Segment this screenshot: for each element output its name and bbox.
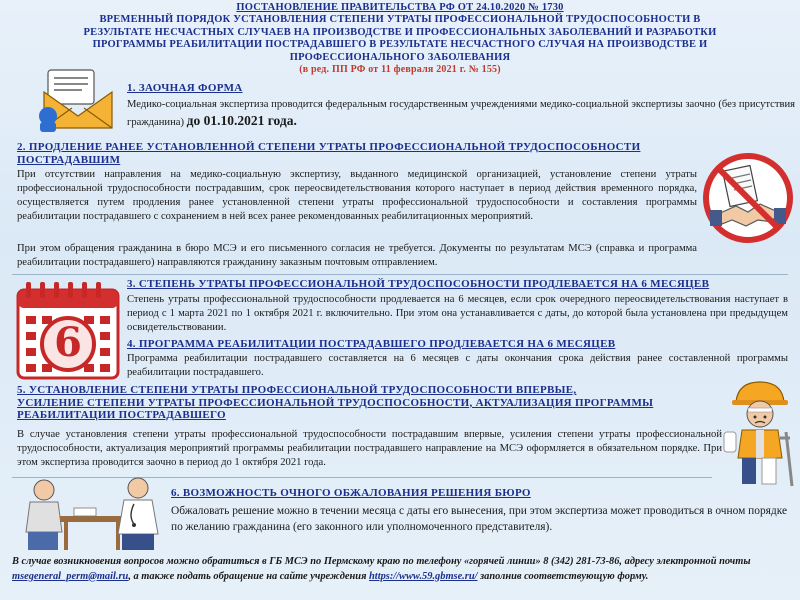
edition-note: (в ред. ПП РФ от 11 февраля 2021 г. № 155) <box>299 64 501 76</box>
document-header <box>40 2 760 76</box>
header-line-5: ПРОФЕССИОНАЛЬНОГО ЗАБОЛЕВАНИЯ <box>289 51 511 63</box>
website-link[interactable]: https://www.59.gbmse.ru/ <box>369 570 478 582</box>
section-6-text: Обжаловать решение можно в течении месяца с даты его вынесения, при этом экспертиза может проводиться в очном порядке по желанию гражданина (его законного или уполномоченного представителя). <box>171 505 787 533</box>
calendar-number: 6 <box>54 319 82 366</box>
injured-worker-icon <box>722 376 796 488</box>
header-line-4: ПРОГРАММЫ РЕАБИЛИТАЦИИ ПОСТРАДАВШЕГО В РЕЗУЛЬТАТЕ НЕСЧАСТНОГО СЛУЧАЯ НА ПРОИЗВОДСТВЕ И <box>92 39 708 51</box>
email-link[interactable]: msegeneral_perm@mail.ru <box>12 570 129 582</box>
section-1-title: 1. ЗАОЧНАЯ ФОРМА <box>127 82 243 94</box>
header-line-2: ВРЕМЕННЫЙ ПОРЯДОК УСТАНОВЛЕНИЯ СТЕПЕНИ УТРАТЫ ПРОФЕССИОНАЛЬНОЙ ТРУДОСПОСОБНОСТИ В <box>99 14 701 26</box>
section-5-title-line-1: 5. УСТАНОВЛЕНИЕ СТЕПЕНИ УТРАТЫ ПРОФЕССИОНАЛЬНОЙ ТРУДОСПОСОБНОСТИ ВПЕРВЫЕ, <box>17 384 577 396</box>
section-2-title: 2. ПРОДЛЕНИЕ РАНЕЕ УСТАНОВЛЕННОЙ СТЕПЕНИ УТРАТЫ ПРОФЕССИОНАЛЬНОЙ ТРУДОСПОСОБНОСТИ ПОСТРАДАВШИМ <box>17 141 641 166</box>
section-5-title <box>17 384 707 422</box>
section-1-deadline: до 01.10.2021 года. <box>186 113 297 128</box>
footer-text-2: , а также подать обращение на сайте учреждения <box>128 570 370 582</box>
section-divider <box>12 274 788 275</box>
envelope-icon <box>38 66 118 132</box>
contact-footer <box>12 555 792 584</box>
section-4-title: 4. ПРОГРАММА РЕАБИЛИТАЦИИ ПОСТРАДАВШЕГО ПРОДЛЕВАЕТСЯ НА 6 МЕСЯЦЕВ <box>127 338 616 350</box>
section-3-title: 3. СТЕПЕНЬ УТРАТЫ ПРОФЕССИОНАЛЬНОЙ ТРУДОСПОСОБНОСТИ ПРОДЛЕВАЕТСЯ НА 6 МЕСЯЦЕВ <box>127 278 710 290</box>
header-line-3: РЕЗУЛЬТАТЕ НЕСЧАСТНЫХ СЛУЧАЕВ НА ПРОИЗВОДСТВЕ И ПРОФЕССИОНАЛЬНЫХ ЗАБОЛЕВАНИЙ И РАЗРАБОТКИ <box>83 26 717 38</box>
footer-text-3: заполнив соответствующую форму. <box>477 570 649 582</box>
section-5-title-line-3: РЕАБИЛИТАЦИИ ПОСТРАДАВШЕГО <box>17 409 226 421</box>
section-6-title: 6. ВОЗМОЖНОСТЬ ОЧНОГО ОБЖАЛОВАНИЯ РЕШЕНИЯ БЮРО <box>171 487 531 499</box>
section-5-title-line-2: УСИЛЕНИЕ СТЕПЕНИ УТРАТЫ ПРОФЕССИОНАЛЬНОЙ ТРУДОСПОСОБНОСТИ, АКТУАЛИЗАЦИЯ ПРОГРАММЫ <box>17 396 654 409</box>
section-2-paragraph-1: При отсутствии направления на медико-социальную экспертизу, выданного медицинской организацией, установление степени утраты профессиональной трудоспособности пострадавшим, срок переосвидетельствования которого наступает в период действия временного порядка, осуществляется путем продления ранее установленной степени утраты профессиональной трудоспособности и составления программы реабилитации пострадавшего с сохранением в ней всех ранее рекомендованных реабилитационных мероприятий. <box>17 169 697 222</box>
decree-title: ПОСТАНОВЛЕНИЕ ПРАВИТЕЛЬСТВА РФ ОТ 24.10.2020 № 1730 <box>236 2 564 13</box>
footer-text-1: В случае возникновения вопросов можно обратиться в ГБ МСЭ по Пермскому краю по телефону «горячей линии» 8 (342) 281-73-86, адресу электронной почты <box>12 556 751 567</box>
section-1-text <box>127 97 795 131</box>
section-5-text: В случае установления степени утраты профессиональной трудоспособности пострадавшим впервые, усиления степени утраты профессиональной трудоспособности, актуализация мероприятий программы реабилитации пострадавшего направление на МСЭ оформляется в обязательном порядке. При этом экспертиза проводится заочно в период до 1 октября 2021 года. <box>17 429 722 468</box>
prohibited-handshake-icon <box>702 152 794 244</box>
section-1-body: Медико-социальная экспертиза проводится федеральным государственным учреждениями медико-социальной экспертизы заочно (без присутствия гражданина) <box>127 99 795 128</box>
section-2-paragraph-2: При этом обращения гражданина в бюро МСЭ и его письменного согласия не требуется. Документы по результатам МСЭ (справка и программа реабилитации пострадавшего) направляются гражданину заказным почтовым отправлением. <box>17 243 697 268</box>
doctor-consultation-icon <box>16 476 166 552</box>
section-3-text: Степень утраты профессиональной трудоспособности продлевается на 6 месяцев, если срок очередного переосвидетельствования наступает в период с 1 марта 2021 по 1 октября 2021 г. включительно. При этом она устанавливается с даты, до которой была установлена при предыдущем освидетельствовании. <box>127 294 788 333</box>
section-4-text: Программа реабилитации пострадавшего составляется на 6 месяцев с даты окончания срока действия ранее составленной программы реабилитации пострадавшего. <box>127 353 788 378</box>
